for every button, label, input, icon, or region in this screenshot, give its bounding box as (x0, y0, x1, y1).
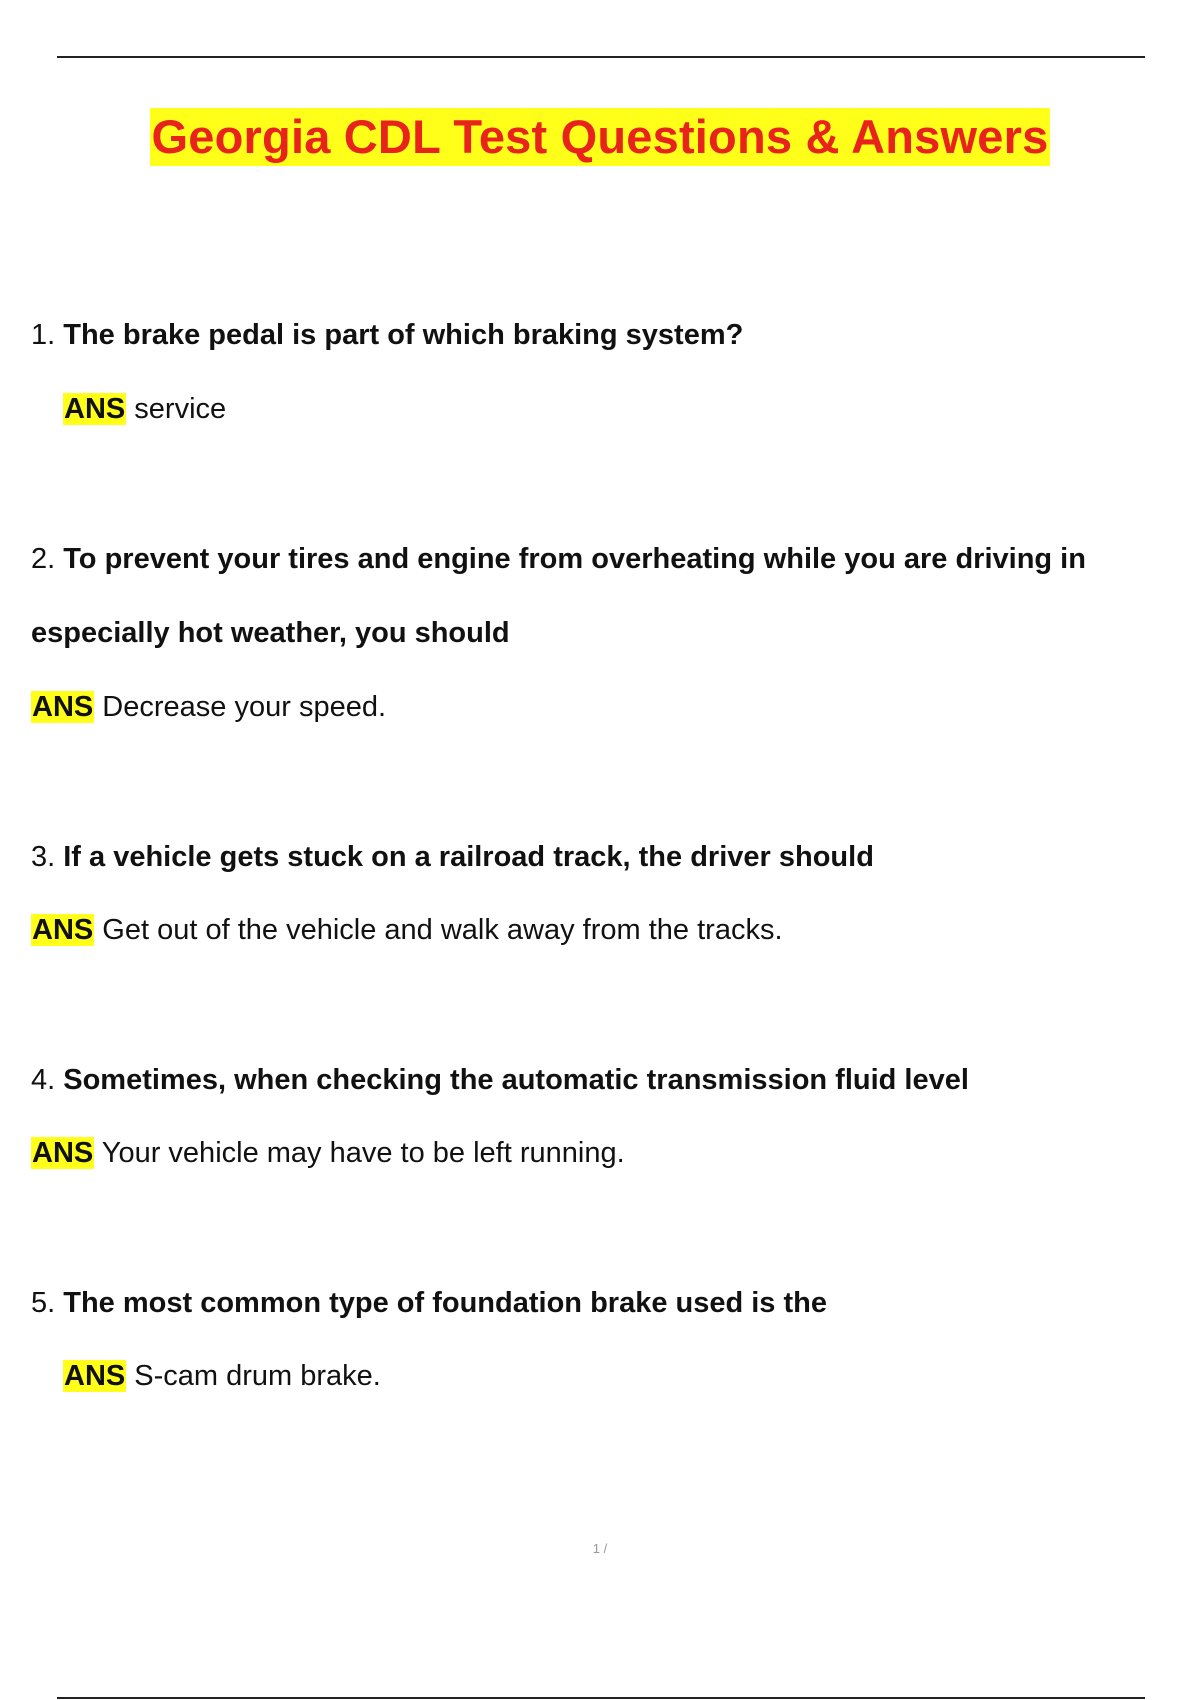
answer-text: Your vehicle may have to be left running. (101, 1137, 625, 1169)
bottom-divider (57, 1697, 1145, 1699)
answer-label: ANS (32, 1137, 94, 1169)
question-text: To prevent your tires and engine from overheating while you are driving in especially hot weather, you should (31, 543, 1086, 649)
question-number: 2. (31, 543, 56, 575)
answer-text: Get out of the vehicle and walk away from the tracks. (102, 914, 783, 946)
question-5 (31, 1266, 1191, 1340)
answer-text: Decrease your speed. (102, 691, 387, 723)
answer-2 (31, 687, 386, 727)
question-number: 4. (31, 1064, 56, 1096)
page-number: 1 / (592, 1541, 608, 1556)
answer-label: ANS (64, 1360, 126, 1392)
answer-4 (31, 1133, 625, 1173)
question-3 (31, 820, 1191, 894)
question-2 (31, 522, 1191, 670)
answer-3 (31, 910, 783, 950)
top-divider (57, 56, 1145, 58)
question-4 (31, 1043, 1191, 1117)
title-container (0, 108, 1200, 166)
answer-1 (63, 389, 226, 429)
answer-text: S-cam drum brake. (134, 1360, 381, 1392)
answer-text: service (134, 393, 227, 425)
answer-label: ANS (64, 393, 126, 425)
question-text: Sometimes, when checking the automatic transmission fluid level (63, 1064, 969, 1096)
question-1 (31, 298, 1191, 372)
question-number: 1. (31, 319, 56, 351)
answer-5 (63, 1356, 381, 1396)
document-title: Georgia CDL Test Questions & Answers (150, 108, 1051, 166)
answer-label: ANS (32, 691, 94, 723)
question-text: If a vehicle gets stuck on a railroad track, the driver should (63, 841, 874, 873)
answer-label: ANS (32, 914, 94, 946)
question-number: 3. (31, 841, 56, 873)
question-number: 5. (31, 1287, 56, 1319)
question-text: The most common type of foundation brake used is the (63, 1287, 827, 1319)
question-text: The brake pedal is part of which braking system? (63, 319, 744, 351)
